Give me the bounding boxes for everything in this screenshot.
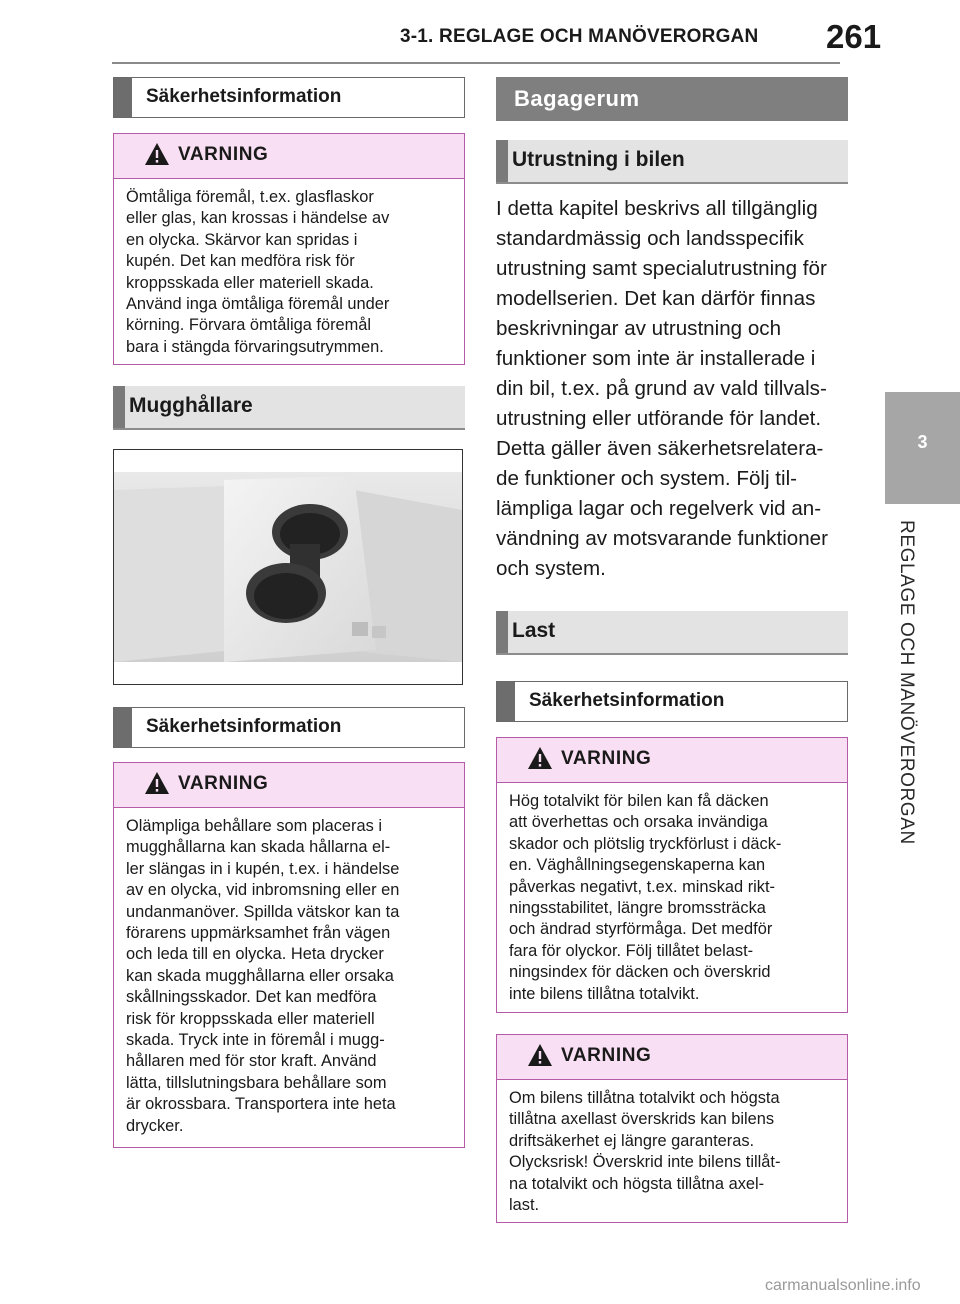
chapter-label: REGLAGE OCH MANÖVERORGAN — [896, 520, 917, 845]
chapter-number: 3 — [917, 432, 928, 452]
heading-text: Mugghållare — [129, 394, 253, 417]
warning-line: undanmanöver. Spillda vätskor kan ta — [126, 902, 400, 921]
warning-line: förarens uppmärksamhet från vägen — [126, 924, 391, 943]
warning-header — [497, 1035, 847, 1080]
cupholder-illustration — [114, 450, 462, 684]
heading-safety-info-1 — [113, 77, 465, 118]
warning-label: VARNING — [561, 1045, 652, 1066]
paragraph-line: standardmässig och landsspecifik — [496, 227, 804, 250]
warning-box-3 — [496, 737, 848, 1013]
warning-text — [114, 808, 464, 1137]
watermark: carmanualsonline.info — [765, 1277, 921, 1294]
warning-line: av en olycka, vid inbromsning eller en — [126, 881, 400, 900]
warning-line: bara i stängda förvaringsutrymmen. — [126, 337, 384, 356]
heading-bar — [496, 611, 508, 653]
warning-header — [114, 134, 464, 179]
warning-line: eller glas, kan krossas i händelse av — [126, 209, 390, 228]
warning-line: kan skada mugghållarna eller orsaka — [126, 966, 394, 985]
paragraph-line: din bil, t.ex. på grund av vald tillvals- — [496, 377, 827, 400]
warning-triangle-icon — [144, 142, 170, 166]
warning-line: körning. Förvara ömtåliga föremål — [126, 316, 372, 335]
warning-line: kroppsskada eller materiell skada. — [126, 273, 374, 292]
heading-equipment — [496, 140, 848, 184]
warning-line: Använd inga ömtåliga föremål under — [126, 295, 390, 314]
paragraph-line: beskrivningar av utrustning och — [496, 317, 782, 340]
warning-line: ningsstabilitet, längre bromssträcka — [509, 899, 766, 918]
heading-text: Last — [512, 619, 556, 642]
warning-line: lätta, tillslutningsbara behållare som — [126, 1073, 387, 1092]
warning-text — [497, 1080, 847, 1216]
warning-line: Olämpliga behållare som placeras i — [126, 817, 382, 835]
warning-label: VARNING — [178, 773, 269, 794]
warning-line: hållaren med för stor kraft. Använd — [126, 1052, 377, 1071]
heading-text: Säkerhetsinformation — [529, 690, 725, 711]
warning-line: skållningsskador. Det kan medföra — [126, 988, 377, 1007]
warning-triangle-icon — [527, 1043, 553, 1067]
header-rule — [112, 62, 840, 64]
warning-line: att överhettas och orsaka invändiga — [509, 813, 768, 832]
page-number: 261 — [826, 18, 882, 55]
cupholder-image — [113, 449, 463, 685]
warning-text — [114, 179, 464, 358]
warning-label: VARNING — [178, 144, 269, 165]
paragraph-line: vändning av motsvarande funktioner — [496, 527, 828, 550]
warning-line: mugghållarna kan skada hållarna el- — [126, 838, 391, 857]
warning-header — [114, 763, 464, 808]
warning-triangle-icon — [527, 746, 553, 770]
equipment-paragraph — [496, 194, 860, 584]
warning-line: Olycksrisk! Överskrid inte bilens tillåt- — [509, 1153, 781, 1172]
heading-cupholder — [113, 386, 465, 430]
warning-line: risk för kroppsskada eller materiell — [126, 1009, 375, 1028]
warning-triangle-icon — [144, 771, 170, 795]
warning-line: och ändrad styrförmåga. Det medför — [509, 920, 773, 939]
heading-text: Säkerhetsinformation — [146, 86, 342, 107]
heading-bar — [496, 140, 508, 182]
paragraph-line: Detta gäller även säkerhetsrelatera- — [496, 437, 824, 460]
warning-line: Hög totalvikt för bilen kan få däcken — [509, 792, 769, 810]
paragraph-line: modellserien. Det kan därför finnas — [496, 287, 816, 310]
heading-text: Utrustning i bilen — [512, 148, 685, 171]
paragraph-line: lämpliga lagar och regelverk vid an- — [496, 497, 822, 520]
warning-line: last. — [509, 1196, 540, 1215]
warning-line: driftsäkerhet ej längre garanteras. — [509, 1131, 755, 1150]
warning-label: VARNING — [561, 748, 652, 769]
paragraph-line: utrustning samt specialutrustning för — [496, 257, 827, 280]
warning-line: Ömtåliga föremål, t.ex. glasflaskor — [126, 188, 374, 206]
paragraph-line: de funktioner och system. Följ til- — [496, 467, 798, 490]
paragraph-line: och system. — [496, 557, 606, 580]
heading-text: Bagagerum — [514, 86, 640, 111]
heading-text: Säkerhetsinformation — [146, 716, 342, 737]
heading-luggage — [496, 77, 848, 121]
heading-bar — [113, 386, 125, 428]
warning-line: kupén. Det kan medföra risk för — [126, 252, 355, 271]
warning-line: drycker. — [126, 1116, 184, 1135]
warning-line: fara för olyckor. Följ tillåtet belast- — [509, 941, 754, 960]
paragraph-line: funktioner som inte är installerade i — [496, 347, 816, 370]
warning-line: na totalvikt och högsta tillåtna axel- — [509, 1174, 765, 1193]
warning-line: tillåtna axellast överskrids kan bilens — [509, 1110, 775, 1129]
warning-line: ningsindex för däcken och överskrid — [509, 963, 771, 982]
warning-line: är okrossbara. Transportera inte heta — [126, 1095, 396, 1114]
section-title: 3-1. REGLAGE OCH MANÖVERORGAN — [400, 26, 759, 47]
warning-box-4 — [496, 1034, 848, 1223]
warning-text — [497, 783, 847, 1005]
heading-safety-info-2 — [113, 707, 465, 748]
heading-safety-info-3 — [496, 681, 848, 722]
warning-line: och leda till en olycka. Heta drycker — [126, 945, 384, 964]
warning-line: inte bilens tillåtna totalvikt. — [509, 984, 700, 1003]
warning-line: en olycka. Skärvor kan spridas i — [126, 230, 358, 249]
paragraph-line: I detta kapitel beskrivs all tillgänglig — [496, 197, 818, 220]
paragraph-line: utrustning eller utförande för landet. — [496, 407, 822, 430]
warning-line: påverkas negativt, t.ex. minskad rikt- — [509, 877, 775, 896]
warning-line: en. Väghållningsegenskaperna kan — [509, 856, 766, 875]
warning-box-1 — [113, 133, 465, 365]
warning-line: Om bilens tillåtna totalvikt och högsta — [509, 1089, 780, 1107]
warning-line: skador och plötslig tryckförlust i däck- — [509, 834, 782, 853]
warning-line: skada. Tryck inte in föremål i mugg- — [126, 1031, 385, 1050]
warning-box-2 — [113, 762, 465, 1148]
heading-bar — [114, 78, 132, 117]
warning-line: ler slängas in i kupén, t.ex. i händelse — [126, 859, 400, 878]
heading-bar — [497, 682, 515, 721]
warning-header — [497, 738, 847, 783]
heading-load — [496, 611, 848, 655]
heading-bar — [114, 708, 132, 747]
